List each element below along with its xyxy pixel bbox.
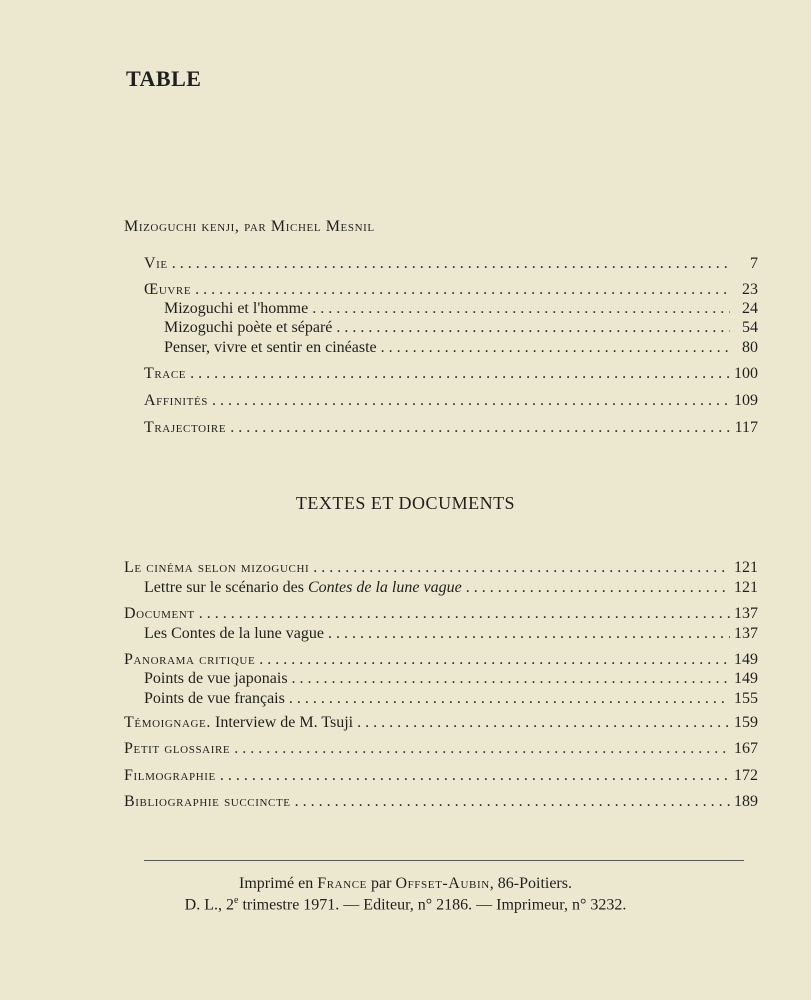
entry-label: Trace [144, 365, 187, 382]
page-title: TABLE [126, 66, 202, 91]
legal-text: D. L., 2 [184, 896, 234, 914]
entry-page: 167 [734, 740, 758, 757]
entry-label-title: Contes de la lune vague [307, 579, 462, 596]
dot-leader [172, 254, 730, 274]
toc-entry [124, 650, 758, 670]
printer-city: , 86-Poitiers. [489, 875, 572, 892]
entry-page: 172 [734, 767, 758, 784]
entry-page: 155 [734, 690, 758, 707]
entry-page: 54 [742, 319, 758, 336]
entry-label [124, 713, 353, 733]
printer-text: Imprimé en [239, 875, 318, 892]
entry-page: 24 [742, 300, 758, 317]
entry-label: Les Contes de la lune vague [144, 625, 324, 642]
section-heading: TEXTES ET DOCUMENTS [295, 493, 516, 513]
dot-leader [328, 624, 730, 644]
entry-label: Petit glossaire [124, 740, 231, 757]
dot-leader [234, 739, 730, 759]
entry-page: 7 [750, 255, 758, 272]
dot-leader [466, 578, 730, 598]
entry-label: Le cinéma selon mizoguchi [124, 559, 310, 576]
entry-label: Bibliographie succincte [124, 793, 291, 810]
dot-leader [313, 558, 730, 578]
dot-leader [289, 689, 730, 709]
printer-line [0, 875, 811, 893]
legal-sup: e [233, 895, 239, 906]
toc-entry-vie [144, 254, 758, 274]
entry-page: 137 [734, 625, 758, 642]
toc-entry-affinites [144, 391, 758, 411]
dot-leader [220, 766, 730, 786]
toc-entry [124, 604, 758, 624]
entry-page: 137 [734, 605, 758, 622]
entry-label: Penser, vivre et sentir en cinéaste [164, 339, 377, 356]
entry-page: 117 [734, 419, 758, 436]
entry-label: Filmographie [124, 767, 216, 784]
toc-subentry [144, 669, 758, 689]
toc-entry-trace [144, 364, 758, 384]
entry-page: 80 [742, 339, 758, 356]
dot-leader [199, 604, 730, 624]
entry-page: 100 [734, 365, 758, 382]
toc-subentry [144, 578, 758, 598]
toc-entry [124, 766, 758, 786]
entry-label-text: Lettre sur le scénario des [144, 579, 308, 596]
dot-leader [357, 713, 730, 733]
printer-country: France [317, 875, 367, 892]
entry-page: 109 [734, 392, 758, 409]
toc-entry [124, 739, 758, 759]
footer-rule [144, 860, 744, 861]
toc-entry-oeuvre [144, 280, 758, 300]
entry-label: Mizoguchi et l'homme [164, 300, 309, 317]
entry-label: Œuvre [144, 281, 192, 298]
dot-leader [381, 338, 730, 358]
dot-leader [312, 299, 730, 319]
toc-subentry [164, 318, 758, 338]
toc-entry-trajectoire [144, 418, 758, 438]
entry-page: 149 [734, 670, 758, 687]
entry-page: 149 [734, 651, 758, 668]
dot-leader [195, 280, 730, 300]
entry-label: Panorama critique [124, 651, 256, 668]
dot-leader [295, 792, 730, 812]
entry-label: Mizoguchi poète et séparé [164, 319, 333, 336]
entry-label: Document [124, 605, 195, 622]
entry-page: 121 [734, 559, 758, 576]
toc-subentry [144, 624, 758, 644]
dot-leader [292, 669, 730, 689]
entry-label: Affinités [144, 392, 209, 409]
entry-label: Points de vue japonais [144, 670, 288, 687]
toc-subentry [144, 689, 758, 709]
entry-label: Vie [144, 255, 168, 272]
dot-leader [336, 318, 730, 338]
toc-subentry [164, 299, 758, 319]
entry-page: 23 [742, 281, 758, 298]
entry-page: 159 [734, 714, 758, 731]
entry-label-caps: Témoignage. [124, 714, 211, 731]
dot-leader [259, 650, 730, 670]
entry-label: Trajectoire [144, 419, 227, 436]
dot-leader [212, 391, 730, 411]
section-heading: Mizoguchi kenji, par Michel Mesnil [124, 218, 375, 235]
printer-text: par [367, 875, 396, 892]
legal-text-rest: trimestre 1971. — Editeur, n° 2186. — Imprimeur, n° 3232. [238, 896, 627, 914]
toc-entry [124, 558, 758, 578]
toc-entry [124, 792, 758, 812]
toc-entry [124, 713, 758, 733]
entry-label: Points de vue français [144, 690, 285, 707]
entry-page: 189 [734, 793, 758, 810]
dot-leader [190, 364, 730, 384]
printer-name: Offset-Aubin [395, 875, 490, 892]
entry-page: 121 [734, 579, 758, 596]
entry-label [144, 578, 462, 598]
dot-leader [230, 418, 730, 438]
toc-subentry [164, 338, 758, 358]
entry-label-text: Interview de M. Tsuji [210, 714, 354, 731]
legal-deposit-line [0, 895, 811, 914]
